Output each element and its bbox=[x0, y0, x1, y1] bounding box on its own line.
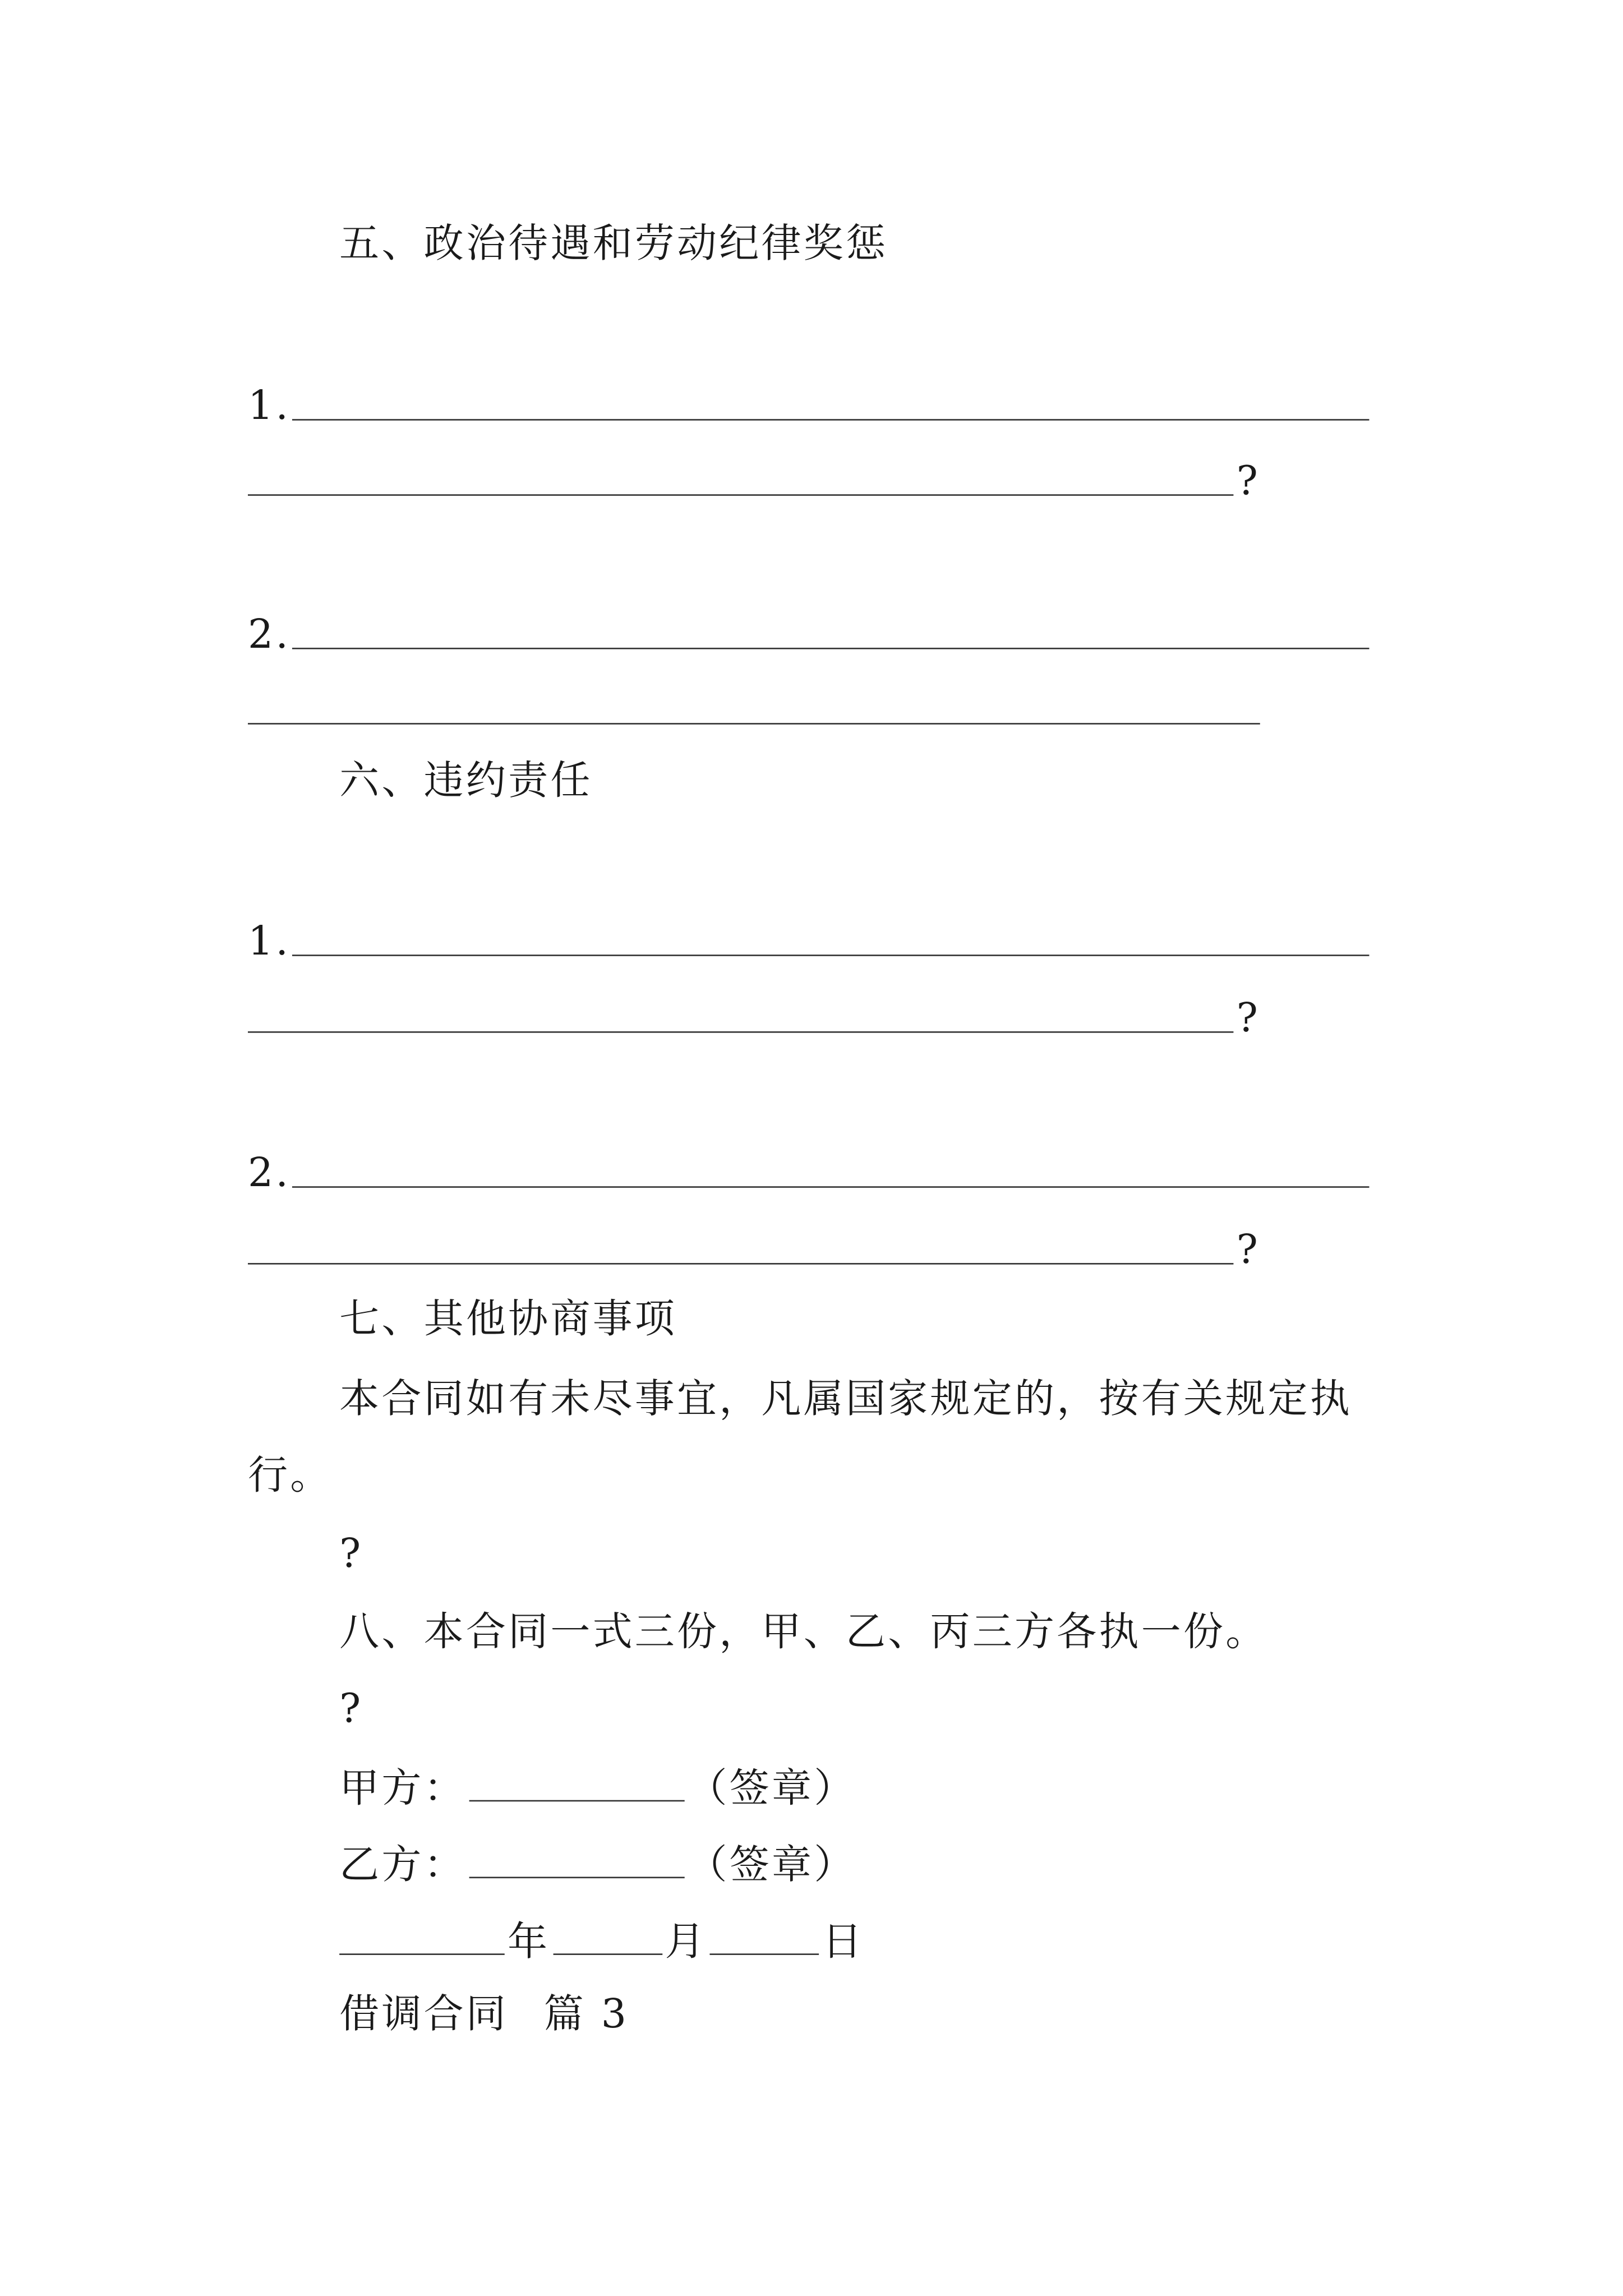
party-a-seal-suffix: （签章） bbox=[687, 1766, 856, 1812]
next-section-title: 借调合同 bbox=[339, 1991, 509, 2038]
party-a-label: 甲方： bbox=[339, 1766, 466, 1812]
section-7-body-line-2: 行。 bbox=[247, 1453, 333, 1499]
party-b-signature-blank[interactable] bbox=[469, 1841, 684, 1878]
year-label: 年 bbox=[508, 1919, 550, 1966]
section-7-mark: ? bbox=[339, 1531, 361, 1578]
section-6-item-2-trail: ? bbox=[1236, 1227, 1258, 1274]
section-8-mark: ? bbox=[339, 1686, 361, 1732]
section-5-item-1-blank-line-1[interactable] bbox=[292, 419, 1370, 421]
date-row bbox=[339, 1918, 865, 1966]
party-b-signature-row bbox=[339, 1841, 856, 1889]
section-5-item-1-number: 1. bbox=[247, 384, 291, 430]
party-b-seal-suffix: （签章） bbox=[687, 1842, 856, 1889]
party-a-signature-blank[interactable] bbox=[469, 1765, 684, 1802]
section-6-heading: 六、违约责任 bbox=[339, 758, 593, 804]
section-6-item-2-blank-line-1[interactable] bbox=[292, 1186, 1370, 1188]
section-8-text: 八、本合同一式三份，甲、乙、丙三方各执一份。 bbox=[339, 1610, 1268, 1656]
month-label: 月 bbox=[665, 1919, 707, 1966]
section-5-item-2-number: 2. bbox=[247, 612, 291, 658]
section-6-item-1-blank-line-1[interactable] bbox=[292, 955, 1370, 956]
section-5-item-2-blank-line-2[interactable] bbox=[248, 723, 1260, 725]
next-section-part: 篇 3 bbox=[543, 1991, 629, 2038]
section-6-item-1-number: 1. bbox=[247, 919, 291, 965]
section-7-heading: 七、其他协商事项 bbox=[339, 1297, 677, 1343]
section-6-item-1-trail: ? bbox=[1236, 995, 1258, 1042]
section-5-heading: 五、政治待遇和劳动纪律奖惩 bbox=[339, 221, 888, 268]
day-blank[interactable] bbox=[710, 1918, 819, 1955]
section-6-item-2-blank-line-2[interactable] bbox=[248, 1263, 1233, 1265]
section-5-item-2-blank-line-1[interactable] bbox=[292, 648, 1370, 649]
section-6-item-1-blank-line-2[interactable] bbox=[248, 1031, 1233, 1033]
day-label: 日 bbox=[822, 1919, 865, 1966]
section-6-item-2-number: 2. bbox=[247, 1151, 291, 1197]
year-blank[interactable] bbox=[339, 1918, 505, 1955]
party-b-label: 乙方： bbox=[339, 1842, 466, 1889]
month-blank[interactable] bbox=[553, 1918, 662, 1955]
section-7-body-line-1: 本合同如有未尽事宜，凡属国家规定的，按有关规定执 bbox=[339, 1376, 1352, 1423]
party-a-signature-row bbox=[339, 1765, 856, 1812]
next-section-title-row bbox=[339, 1991, 629, 2038]
section-5-item-1-trail: ? bbox=[1236, 459, 1258, 505]
section-5-item-1-blank-line-2[interactable] bbox=[248, 494, 1233, 496]
